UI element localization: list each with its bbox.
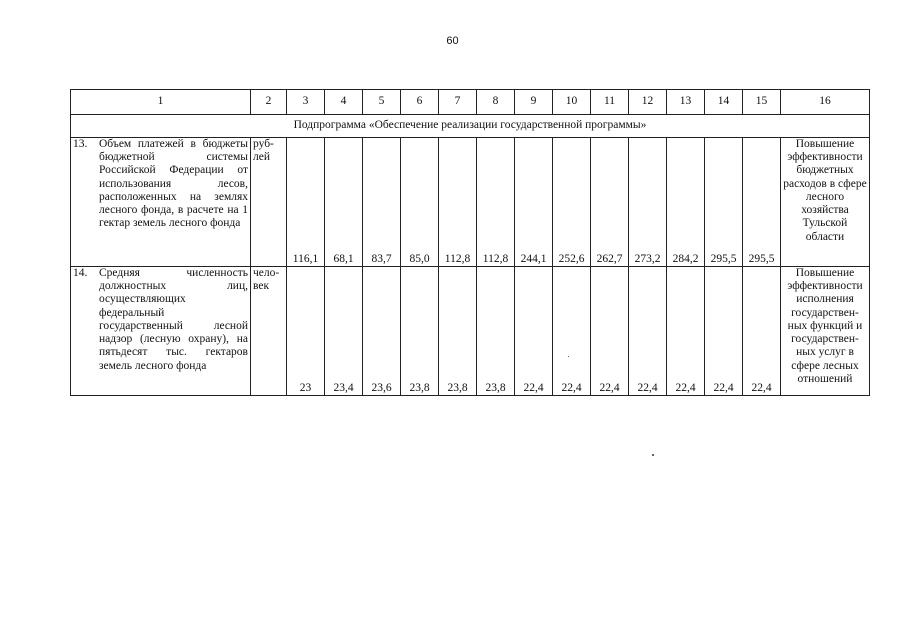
indicator-cell [71, 138, 251, 267]
value-cell: 22,4 [629, 267, 667, 396]
header-cell: 2 [251, 90, 287, 115]
indicator-name: Объем платежей в бюджеты бюджетной системы Российской Федерации от использования лесов, расположенных на землях лесного фонда, в расчете на 1 гектар земель лесного фонда [99, 138, 248, 230]
value-cell: 23,8 [401, 267, 439, 396]
value-cell: 22,4 [553, 267, 591, 396]
value-cell: 112,8 [439, 138, 477, 267]
value-cell: 295,5 [705, 138, 743, 267]
value-cell: 23,6 [363, 267, 401, 396]
header-cell: 12 [629, 90, 667, 115]
header-cell: 1 [71, 90, 251, 115]
value-cell: 22,4 [591, 267, 629, 396]
value-cell: 22,4 [515, 267, 553, 396]
header-cell: 7 [439, 90, 477, 115]
row-index: 14. [73, 267, 88, 279]
value-cell: 23 [287, 267, 325, 396]
value-cell: 22,4 [667, 267, 705, 396]
value-cell: 85,0 [401, 138, 439, 267]
value-cell: 68,1 [325, 138, 363, 267]
row-index: 13. [73, 138, 88, 150]
value-cell: 83,7 [363, 138, 401, 267]
value-cell: 295,5 [743, 138, 781, 267]
header-cell: 3 [287, 90, 325, 115]
value-cell: 23,8 [477, 267, 515, 396]
subprogram-title: Подпрограмма «Обеспечение реализации государственной программы» [71, 115, 870, 138]
header-row [71, 90, 870, 115]
scan-speck [652, 454, 654, 456]
header-cell: 8 [477, 90, 515, 115]
expected-result: Повышение эффективности бюджетных расходов в сфере лесного хозяйства Тульской области [781, 138, 870, 267]
page-number: 60 [446, 35, 459, 47]
header-cell: 15 [743, 90, 781, 115]
header-cell: 16 [781, 90, 870, 115]
value-cell: 22,4 [743, 267, 781, 396]
value-cell: 284,2 [667, 138, 705, 267]
table-row [71, 138, 870, 267]
header-cell: 5 [363, 90, 401, 115]
value-cell: 112,8 [477, 138, 515, 267]
unit-cell: чело- век [251, 267, 287, 396]
indicators-table [70, 89, 870, 396]
value-cell: 273,2 [629, 138, 667, 267]
header-cell: 6 [401, 90, 439, 115]
value-cell: 244,1 [515, 138, 553, 267]
header-cell: 13 [667, 90, 705, 115]
header-cell: 4 [325, 90, 363, 115]
header-cell: 9 [515, 90, 553, 115]
value-cell: 262,7 [591, 138, 629, 267]
unit-cell: руб- лей [251, 138, 287, 267]
header-cell: 14 [705, 90, 743, 115]
value-cell: 116,1 [287, 138, 325, 267]
header-cell: 11 [591, 90, 629, 115]
value-cell: 23,8 [439, 267, 477, 396]
indicator-name: Средняя численность должностных лиц, осуществляющих федеральный государственный лесной надзор (лесную охрану), на пятьдесят тыс. гектаров земель лесного фонда [99, 267, 248, 372]
indicator-cell [71, 267, 251, 396]
value-cell: 23,4 [325, 267, 363, 396]
header-cell: 10 [553, 90, 591, 115]
scan-speck [568, 356, 569, 357]
table-row [71, 267, 870, 396]
value-cell: 252,6 [553, 138, 591, 267]
expected-result: Повышение эффективности исполнения государствен-ных функций и государствен-ных услуг в сфере лесных отношений [781, 267, 870, 396]
subprogram-row [71, 115, 870, 138]
value-cell: 22,4 [705, 267, 743, 396]
